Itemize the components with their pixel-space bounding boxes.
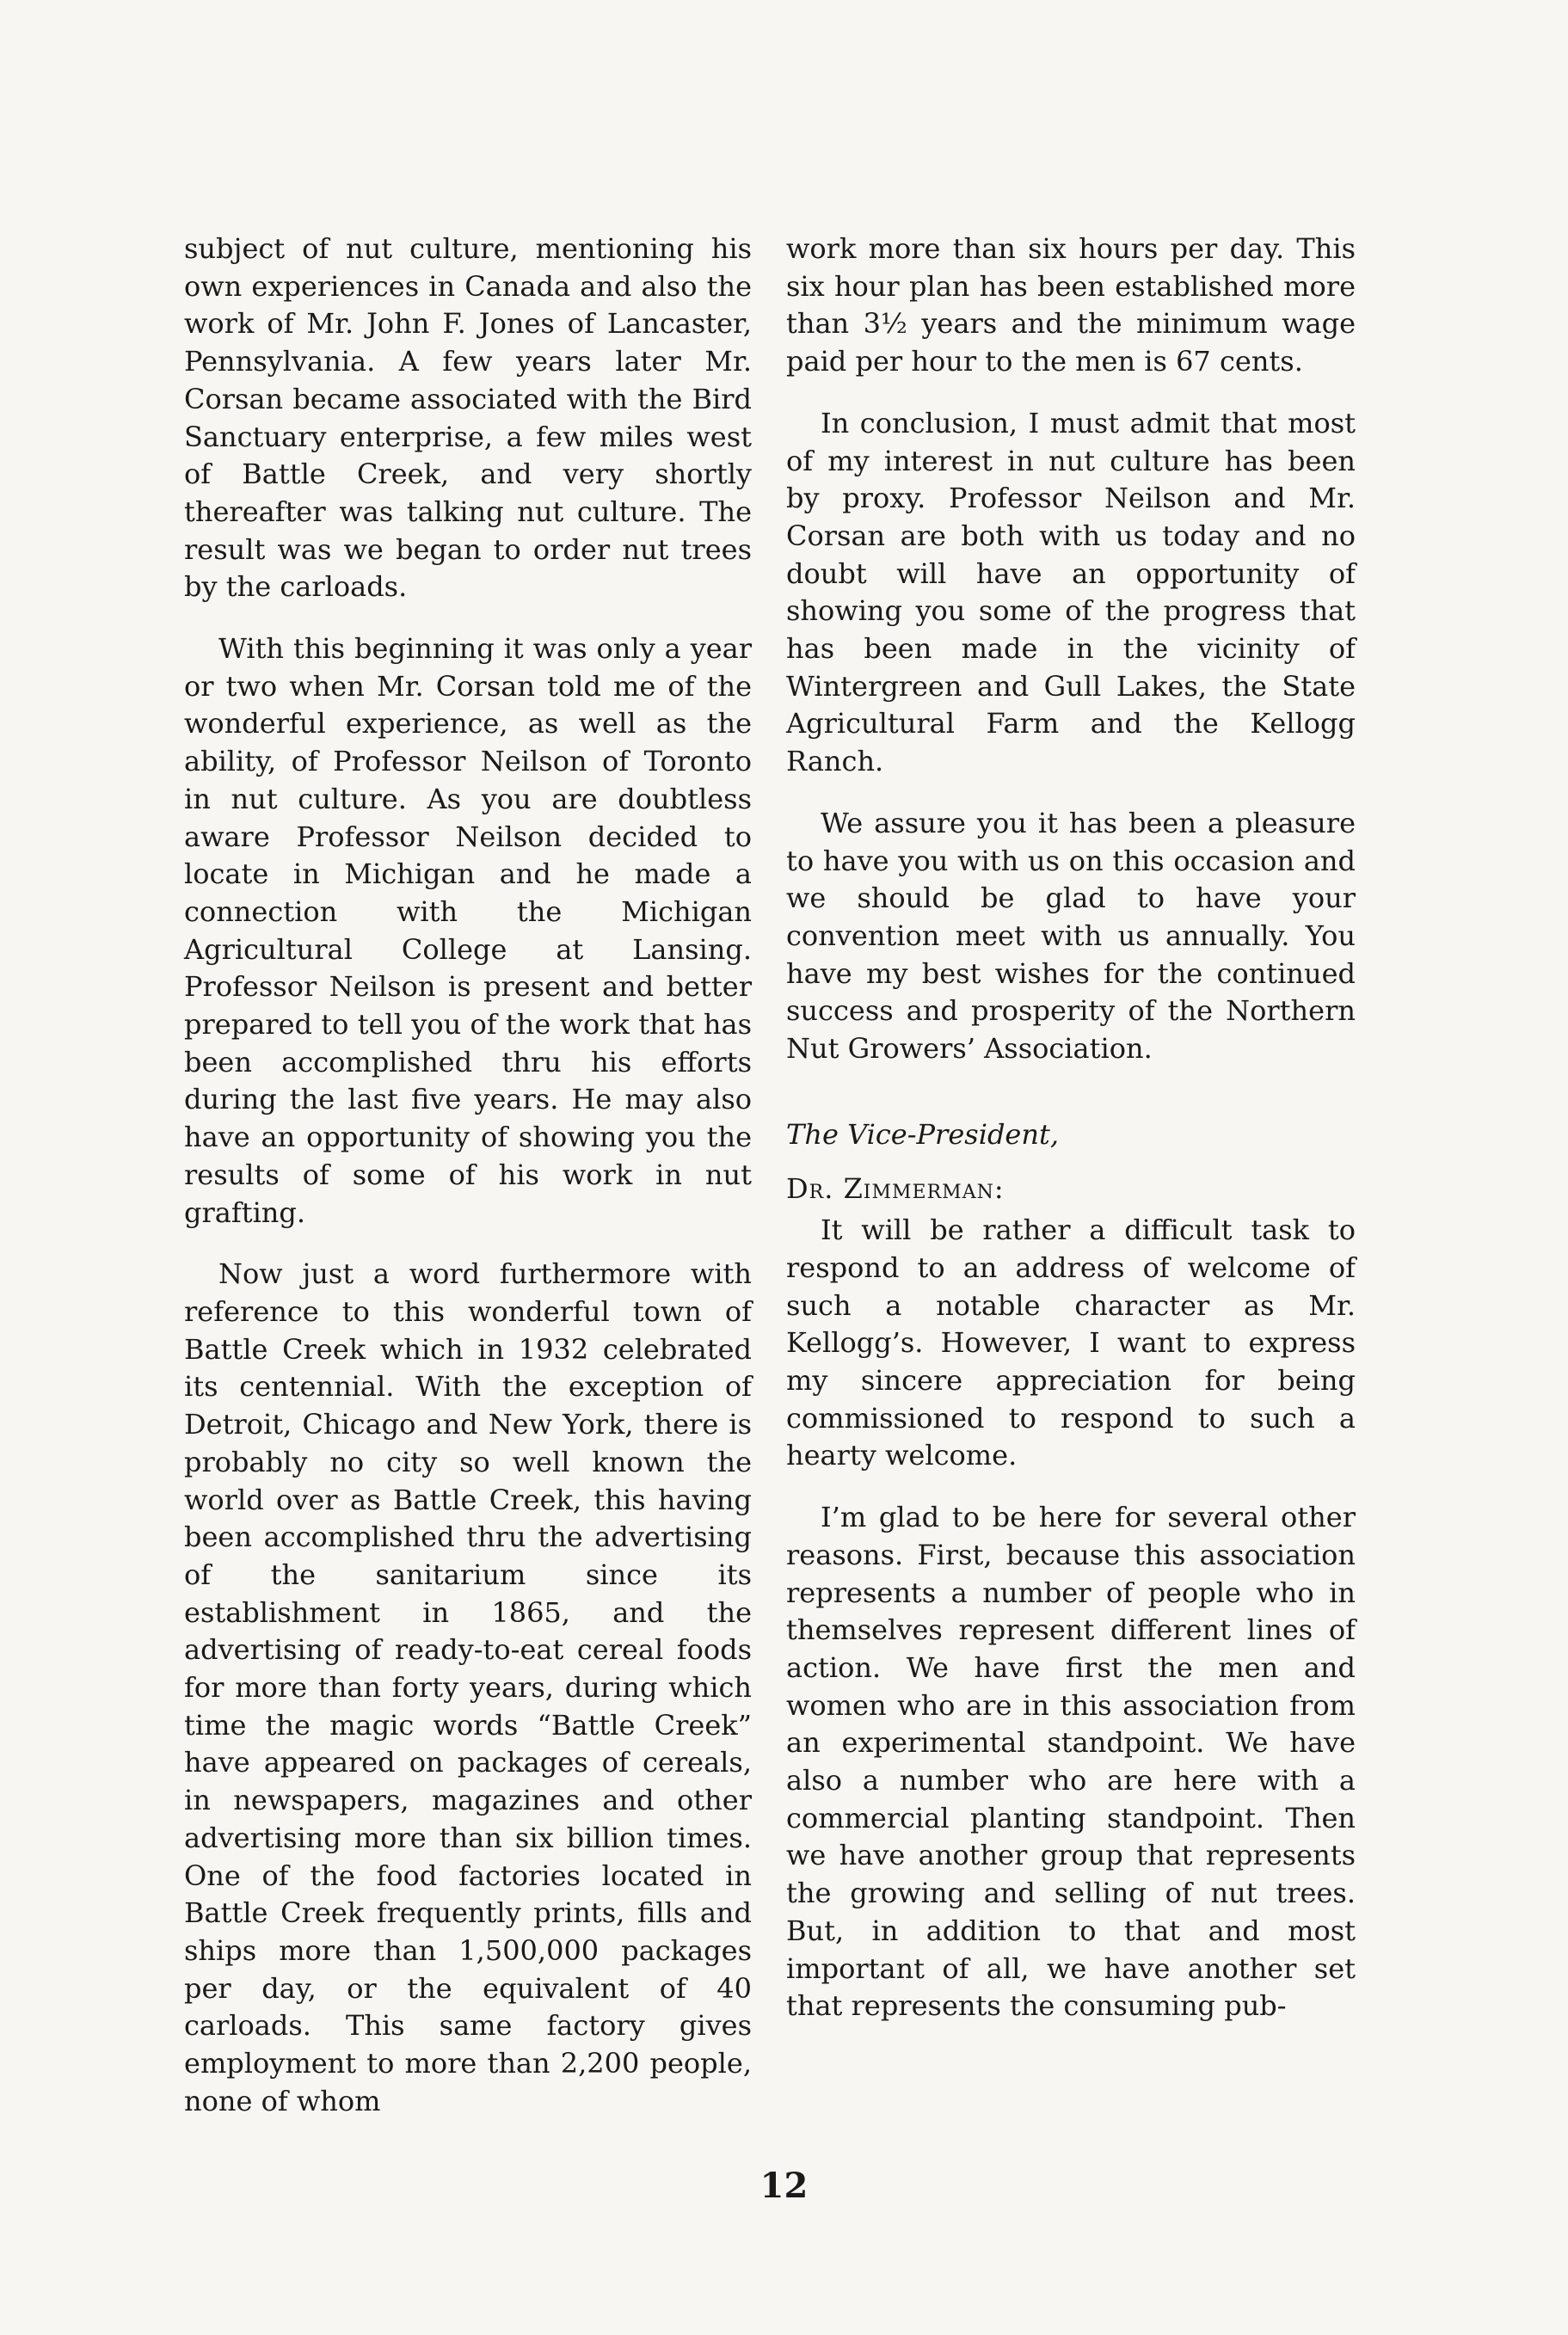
paragraph: With this beginning it was only a year or two when Mr. Corsan told me of the wonderful experience, as well as the ability, of Professor Neilson of Toronto in nut culture. As you are doubtless aware Professor Neilson decided to locate in Michigan and he made a connection with the Michigan Agricultural College at Lansing. Professor Neilson is present and better prepared to tell you of the work that has been accomplished thru his efforts during the last five years. He may also have an opportunity of showing you the results of some of his work in nut grafting. xyxy=(184,632,752,1229)
vice-president-heading: The Vice-President, xyxy=(786,1117,1059,1151)
paragraph: Now just a word furthermore with reference to this wonderful town of Battle Creek which in 1932 celebrated its centennial. With the exception of Detroit, Chicago and New York, there is probably no city so well known the world over as Battle Creek, this having been accomplished thru the advertising of the sanitarium since its establishment in 1865, and the advertising of ready-to-eat cereal foods for more than forty years, during which time the magic words “Battle Creek” have appeared on packages of cereals, in newspapers, magazines and other advertising more than six billion times. One of the food factories located in Battle Creek frequently prints, fills and ships more than 1,500,000 packages per day, or the equivalent of 40 carloads. This same factory gives employment to more than 2,200 people, none of whom xyxy=(184,1257,752,2117)
paragraph: subject of nut culture, mentioning his own experiences in Canada and also the work of Mr. John F. Jones of Lancaster, Pennsylvania. A few years later Mr. Corsan became associated with the Bird Sanctuary enterprise, a few miles west of Battle Creek, and very shortly thereafter was talking nut culture. The result was we began to order nut trees by the carloads. xyxy=(184,232,752,604)
page-number: 12 xyxy=(759,2166,809,2206)
paragraph: I’m glad to be here for several other reasons. First, because this association represents a number of people who in themselves represent different lines of action. We have first the men and women who are in this association from an experimental standpoint. We have also a number who are here with a commercial planting standpoint. Then we have another group that represents the growing and selling of nut trees. But, in addition to that and most important of all, we have another set that represents the consuming pub- xyxy=(786,1501,1356,2023)
right-column xyxy=(786,230,1356,2049)
left-column xyxy=(184,230,752,2144)
speaker-name: Dr. Zimmerman: xyxy=(786,1172,1005,1206)
paragraph: It will be rather a difficult task to respond to an address of welcome of such a notable character as Mr. Kellogg’s. However, I want to express my sincere appreciation for being commissioned to respond to such a hearty welcome. xyxy=(786,1214,1356,1472)
paragraph: work more than six hours per day. This six hour plan has been established more than 3½ years and the minimum wage paid per hour to the men is 67 cents. xyxy=(786,232,1356,378)
paragraph: In conclusion, I must admit that most of my interest in nut culture has been by proxy. Professor Neilson and Mr. Corsan are both with us today and no doubt will have an opportunity of showing you some of the progress that has been made in the vicinity of Wintergreen and Gull Lakes, the State Agricultural Farm and the Kellogg Ranch. xyxy=(786,406,1356,778)
paragraph: We assure you it has been a pleasure to have you with us on this occasion and we should be glad to have your convention meet with us annually. You have my best wishes for the continued success and prosperity of the Northern Nut Growers’ Association. xyxy=(786,806,1356,1066)
